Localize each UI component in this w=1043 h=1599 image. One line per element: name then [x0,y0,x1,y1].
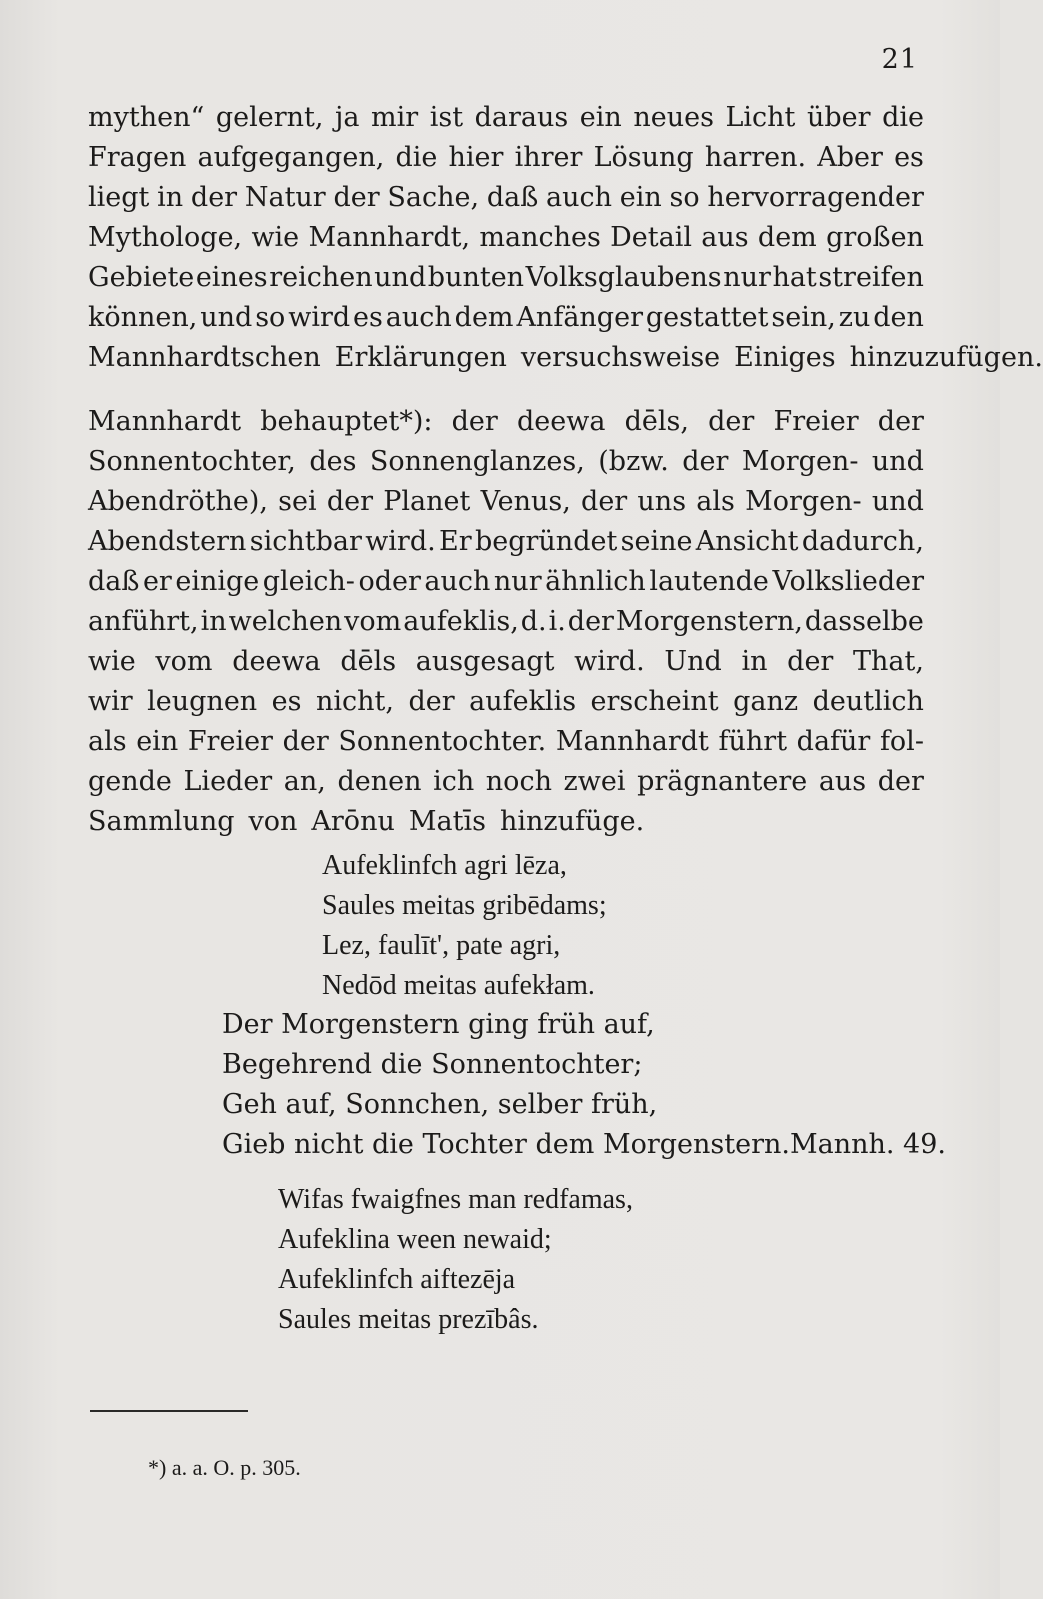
verse-line: Geh auf, Sonnchen, selber früh, [222,1089,658,1120]
verse-line: Saules meitas gribēdams; [322,890,607,921]
text-line: gende Lieder an, denen ich noch zwei prägnantere aus der [88,766,924,797]
verse-line: Aufeklina ween newaid; [278,1224,552,1255]
text-line: Fragen aufgegangen, die hier ihrer Lösung harren. Aber es [88,142,924,173]
verse-line: Wifas fwaigfnes man redfamas, [278,1184,633,1215]
text-line: Gebiete eines reichen und bunten Volksglaubens nur hat streifen [88,262,924,293]
verse-line: Lez, faulīt', pate agri, [322,930,561,961]
verse-line: Gieb nicht die Tochter dem Morgenstern. [222,1129,790,1160]
page-number: 21 [881,44,918,75]
text-line: Mannhardt behauptet*): der deewa dēls, der Freier der [88,406,924,437]
lettish-verse-2 [278,1180,633,1340]
text-line: Abendröthe), sei der Planet Venus, der uns als Morgen- und [88,486,924,517]
verse-line: Begehrend die Sonnentochter; [222,1049,643,1080]
text-line: können, und so wird es auch dem Anfänger gestattet sein, zu den [88,302,924,333]
lettish-verse-1 [322,846,607,1006]
text-line: liegt in der Natur der Sache, daß auch ein so hervorragender [88,182,924,213]
text-line: als ein Freier der Sonnentochter. Mannhardt führt dafür fol- [88,726,924,757]
text-line: Mannhardtschen Erklärungen versuchsweise Einiges hinzuzufügen. [88,342,1043,373]
text-line: mythen“ gelernt, ja mir ist daraus ein neues Licht über die [88,102,924,133]
text-line: wir leugnen es nicht, der aufeklis erscheint ganz deutlich [88,686,924,717]
verse-line: Der Morgenstern ging früh auf, [222,1009,655,1040]
paragraph-2 [88,402,924,842]
verse-line: Aufeklinfch agri lēza, [322,850,567,881]
verse-line: Nedōd meitas aufekłam. [322,970,595,1001]
text-line: Sammlung von Arōnu Matīs hinzufüge. [88,806,645,837]
text-line: wie vom deewa dēls ausgesagt wird. Und in der That, [88,646,924,677]
text-line: Sonnentochter, des Sonnenglanzes, (bzw. der Morgen- und [88,446,924,477]
footnote-divider [90,1410,248,1412]
footnote: *) a. a. O. p. 305. [148,1455,301,1480]
text-line: daß er einige gleich- oder auch nur ähnlich lautende Volkslieder [88,566,924,597]
verse-line: Aufeklinfch aiftezēja [278,1264,516,1295]
text-line: Mythologe, wie Mannhardt, manches Detail aus dem großen [88,222,924,253]
german-translation-1 [222,1005,946,1165]
text-line: Abendstern sichtbar wird. Er begründet seine Ansicht dadurch, [88,526,924,557]
verse-line: Saules meitas prezībâs. [278,1304,539,1335]
verse-line-with-reference [222,1125,946,1165]
paragraph-1 [88,98,1043,378]
text-line: anführt, in welchen vom aufeklis, d. i. der Morgenstern, dasselbe [88,606,924,637]
source-reference: Mannh. 49. [789,1129,946,1160]
